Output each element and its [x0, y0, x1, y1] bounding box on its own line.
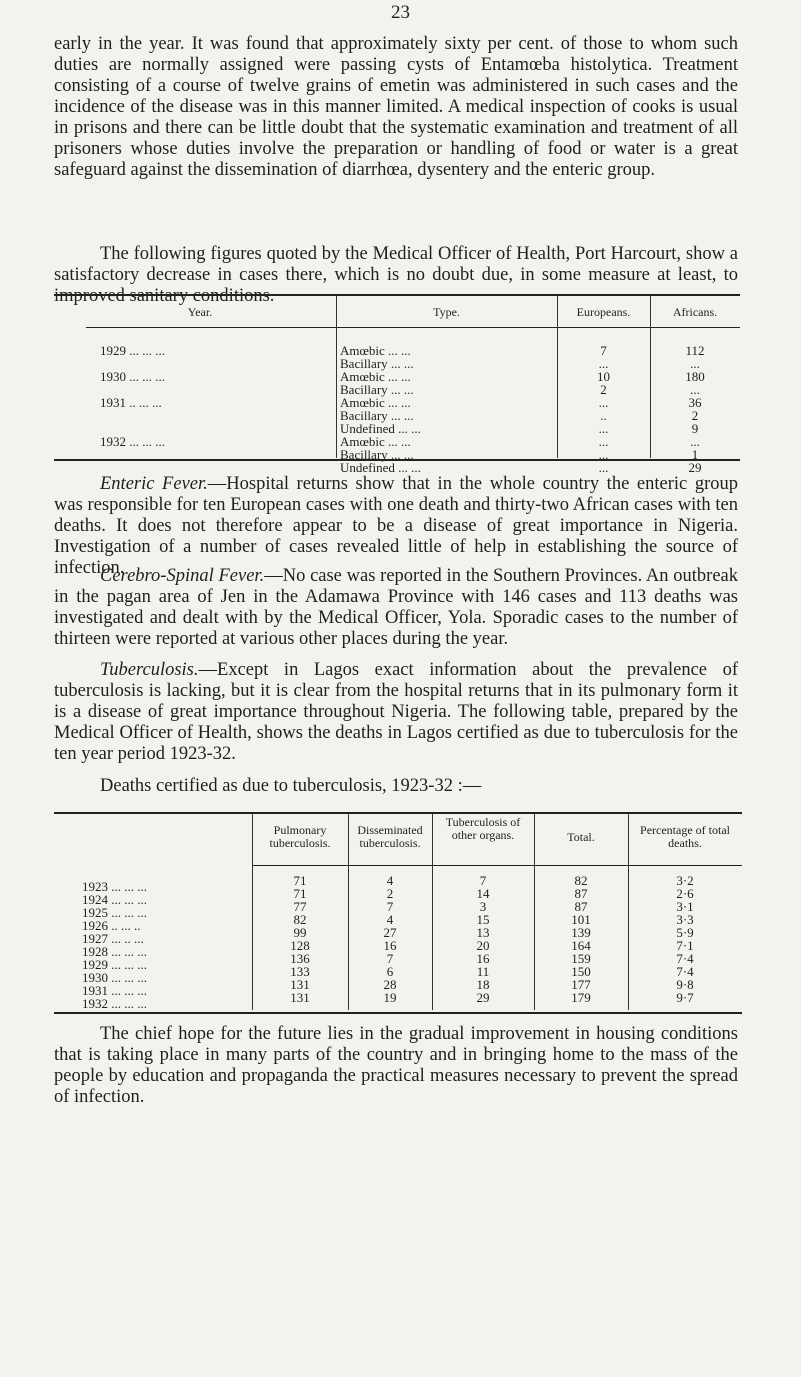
- table-caption: Deaths certified as due to tuberculosis, 1923-32 :—: [100, 776, 482, 796]
- header-type: Type.: [433, 305, 460, 319]
- enteric-heading: Enteric Fever.: [100, 474, 208, 494]
- paragraph-cerebro-spinal: Cerebro-Spinal Fever.—No case was reported in the Southern Provinces. An outbreak in the pagan area of Jen in the Adamawa Province with 146 cases and 113 deaths was investigated and dealt with by the Medical Officer, Yola. Sporadic cases to the number of thirteen were reported at various other places during the year.: [54, 566, 739, 649]
- header-other-organs: Tuberculosis of other organs.: [445, 815, 521, 842]
- cerebro-heading: Cerebro-Spinal Fever.: [100, 566, 265, 586]
- paragraph-entamoeba: early in the year. It was found that approximately sixty per cent. of those to whom such duties are normally assigned were passing cysts of Entamœba histolytica. Treatment consisting of a course of twelve grains of emetin was administered in such cases and the incidence of the disease was in this manner limited. A medical inspection of cooks is usual in prisons and there can be little doubt that the systematic examination and treatment of all prisoners whose duties involve the preparation or handling of food or water is a great safeguard against the dissemination of diarrhœa, dysentery and the enteric group.: [54, 34, 738, 180]
- table-top-rule: [54, 294, 740, 296]
- header-africans: Africans.: [672, 305, 718, 319]
- header-pulmonary: Pulmonary tuberculosis.: [269, 823, 331, 850]
- paragraph-chief-hope: The chief hope for the future lies in the gradual improvement in housing conditions that is taking place in many parts of the country and in bringing home to the mass of the people by education and propaganda the practical measures necessary to prevent the spread of infection.: [54, 1024, 738, 1107]
- paragraph-enteric: Enteric Fever.—Hospital returns show that in the whole country the enteric group was responsible for ten European cases with one death and thirty-two African cases with ten deaths. It does not therefore appear to be a disease of great importance in Nigeria. Investigation of a number of cases revealed little of help in establishing the source of infection.: [54, 474, 738, 578]
- header-total: Total.: [567, 830, 595, 844]
- tuberculosis-heading: Tuberculosis.: [100, 660, 199, 680]
- table-header-rule: [86, 327, 740, 328]
- paragraph-tuberculosis: Tuberculosis.—Except in Lagos exact information about the prevalence of tuberculosis is lacking, but it is clear from the hospital returns that in its pulmonary form it is a disease of great importance throughout Nigeria. The following table, prepared by the Medical Officer of Health, shows the deaths in Lagos certified as due to tuberculosis for the ten year period 1923-32.: [54, 660, 738, 764]
- header-year: Year.: [187, 305, 213, 319]
- page-number: 23: [391, 2, 410, 23]
- paragraph-port-harcourt: The following figures quoted by the Medical Officer of Health, Port Harcourt, show a satisfactory decrease in cases there, which is no doubt due, in some measure at least, to improved sanitary conditions.: [54, 244, 738, 306]
- header-disseminated: Disseminated tuberculosis.: [357, 823, 423, 850]
- header-percentage: Percentage of total deaths.: [640, 823, 730, 850]
- header-europeans: Europeans.: [576, 305, 631, 319]
